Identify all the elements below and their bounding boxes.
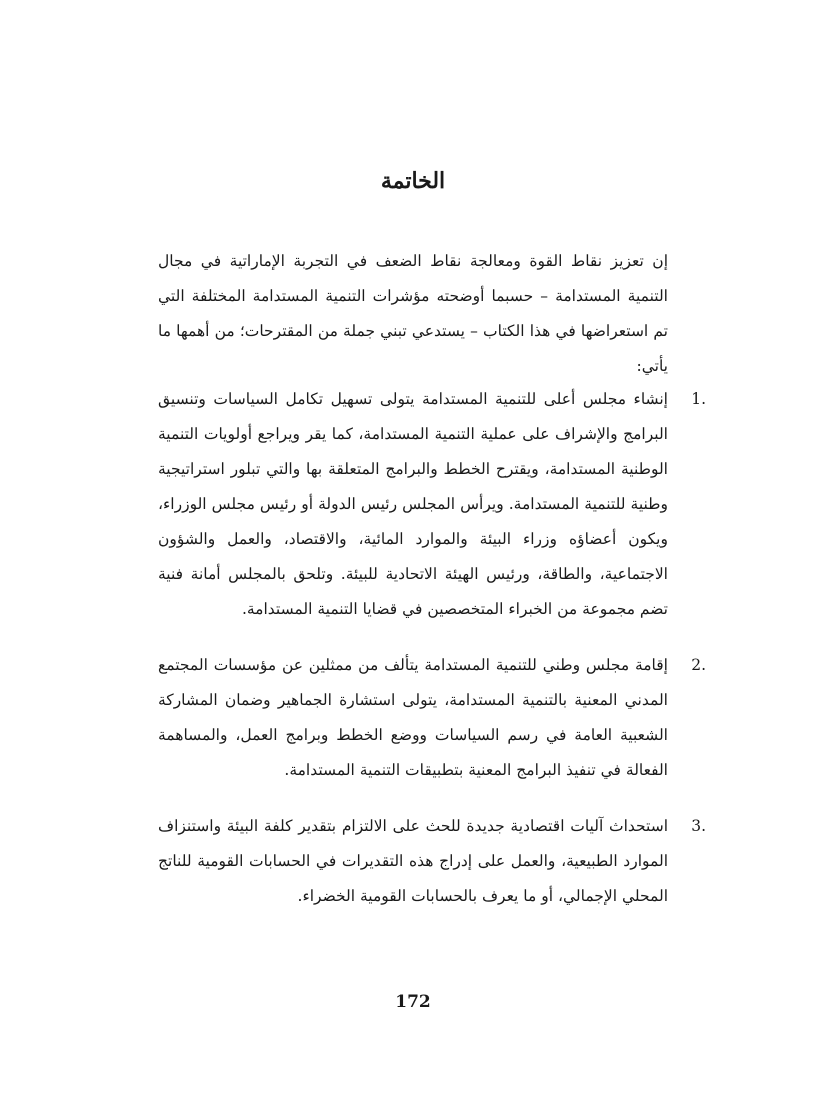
list-item-text: إقامة مجلس وطني للتنمية المستدامة يتألف من ممثلين عن مؤسسات المجتمع المدني المعنية بالتنمية المستدامة، يتولى استشارة الجماهير وضمان المشاركة الشعبية العامة في رسم السياسات ووضع الخطط وبرامج العمل، والمساهمة الفعالة في تنفيذ البرامج المعنية بتطبيقات التنمية المستدامة. [158, 656, 668, 779]
recommendations-list [158, 382, 706, 935]
list-item-number: 1. [691, 390, 706, 408]
list-item-number: 2. [691, 656, 706, 674]
list-item-number: 3. [691, 817, 706, 835]
intro-paragraph: إن تعزيز نقاط القوة ومعالجة نقاط الضعف في التجربة الإماراتية في مجال التنمية المستدامة – حسبما أوضحته مؤشرات التنمية المستدامة المختلفة التي تم استعراضها في هذا الكتاب – يستدعي تبني جملة من المقترحات؛ من أهمها ما يأتي: [158, 251, 668, 375]
list-item [158, 648, 706, 788]
list-item [158, 809, 706, 914]
page-title: الخاتمة [380, 168, 446, 194]
page-number: 172 [395, 992, 431, 1012]
list-item-text: استحداث آليات اقتصادية جديدة للحث على الالتزام بتقدير كلفة البيئة واستنزاف الموارد الطبيعية، والعمل على إدراج هذه التقديرات في الحسابات القومية للناتج المحلي الإجمالي، أو ما يعرف بالحسابات القومية الخضراء. [158, 817, 668, 905]
list-item-text: إنشاء مجلس أعلى للتنمية المستدامة يتولى تسهيل تكامل السياسات وتنسيق البرامج والإشراف على عملية التنمية المستدامة، كما يقر ويراجع أولويات التنمية الوطنية المستدامة، ويقترح الخطط والبرامج المتعلقة بها والتي تبلور استراتيجية وطنية للتنمية المستدامة. ويرأس المجلس رئيس الدولة أو رئيس مجلس الوزراء، ويكون أعضاؤه وزراء البيئة والموارد المائية، والاقتصاد، والعمل والشؤون الاجتماعية، والطاقة، ورئيس الهيئة الاتحادية للبيئة. وتلحق بالمجلس أمانة فنية تضم مجموعة من الخبراء المتخصصين في قضايا التنمية المستدامة. [158, 390, 668, 618]
list-item [158, 382, 706, 627]
